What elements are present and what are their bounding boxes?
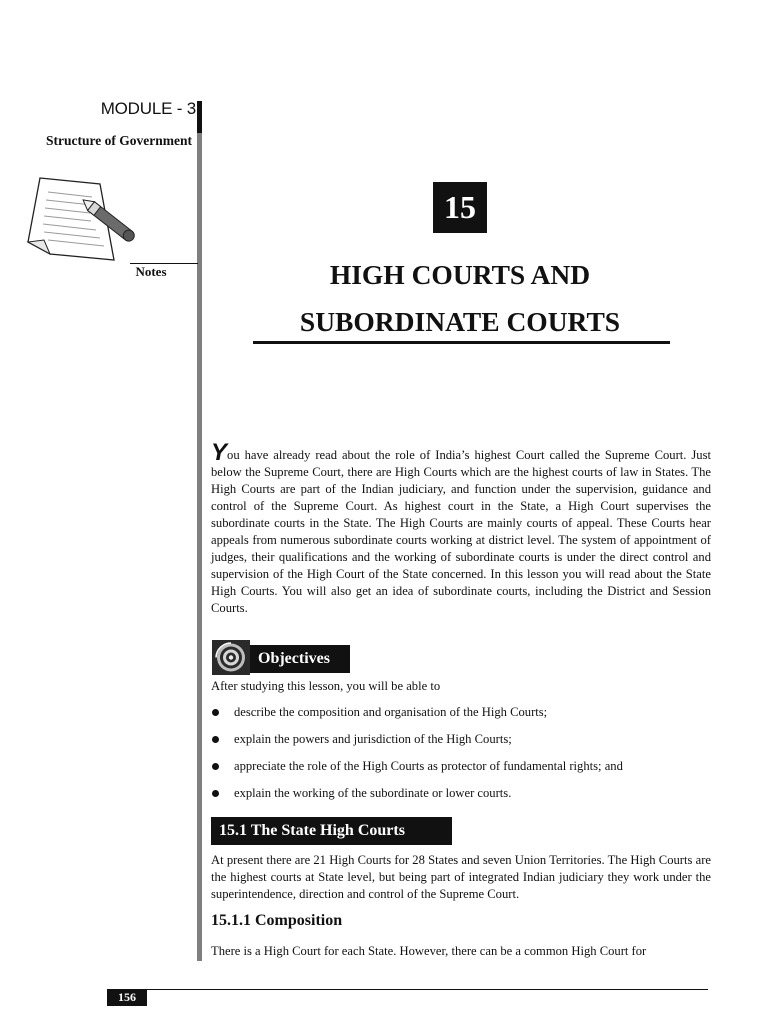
chapter-number: 15 [433,182,487,233]
title-underline [253,341,670,344]
page-number: 156 [107,989,147,1006]
subsection-heading: 15.1.1 Composition [211,912,343,929]
footer-rule [147,989,708,990]
chapter-title [250,251,670,345]
objectives-target-icon [212,640,250,675]
list-item [211,758,711,785]
list-item [211,785,711,812]
objectives-heading: Objectives [250,645,350,673]
objective-text: explain the powers and jurisdiction of the High Courts; [234,732,512,746]
bullet-icon [212,709,219,716]
bullet-icon [212,763,219,770]
objectives-list [211,704,711,812]
intro-paragraph [211,439,711,617]
objective-text: describe the composition and organisation of the High Courts; [234,705,548,719]
section-paragraph: At present there are 21 High Courts for 28 States and seven Union Territories. The High Courts are the highest courts at State level, but being part of integrated Indian judiciary they work under the superintendence, direction and control of the Supreme Court. [211,853,711,901]
bullet-icon [212,790,219,797]
list-item [211,731,711,758]
intro-text: ou have already read about the role of India’s highest Court called the Supreme Court. Just below the Supreme Court, there are High Courts which are the highest courts of law in States. The High Courts are part of the Indian judiciary, and function under the supervision, guidance and control of the Supreme Court. As highest court in the State, a High Court supervises the subordinate courts in the State. The High Courts are mainly courts of appeal. These Courts hear appeals from numerous subordinate courts working at district level. The system of appointment of judges, their qualifications and the working of subordinate courts is under the direct control and supervision of the High Court of the State concerned. In this lesson you will read about the State High Courts. You will also get an idea of subordinate courts, including the District and Session Courts. [211,448,711,615]
bullet-icon [212,736,219,743]
notes-pen-icon [26,168,136,268]
subsection-paragraph: There is a High Court for each State. However, there can be a common High Court for [211,944,647,958]
notes-label: Notes [135,264,167,279]
chapter-title-line-1: HIGH COURTS AND [329,259,591,290]
objectives-intro: After studying this lesson, you will be able to [211,679,441,693]
margin-bar [197,101,202,961]
list-item [211,704,711,731]
objective-text: explain the working of the subordinate or lower courts. [234,786,512,800]
module-subject: Structure of Government [46,133,192,148]
module-label: MODULE - 3 [100,99,196,118]
drop-cap: Y [211,439,228,466]
chapter-title-line-2: SUBORDINATE COURTS [299,306,621,337]
margin-bar-top [197,101,202,133]
section-heading: 15.1 The State High Courts [211,817,452,845]
objective-text: appreciate the role of the High Courts as protector of fundamental rights; and [234,759,623,773]
